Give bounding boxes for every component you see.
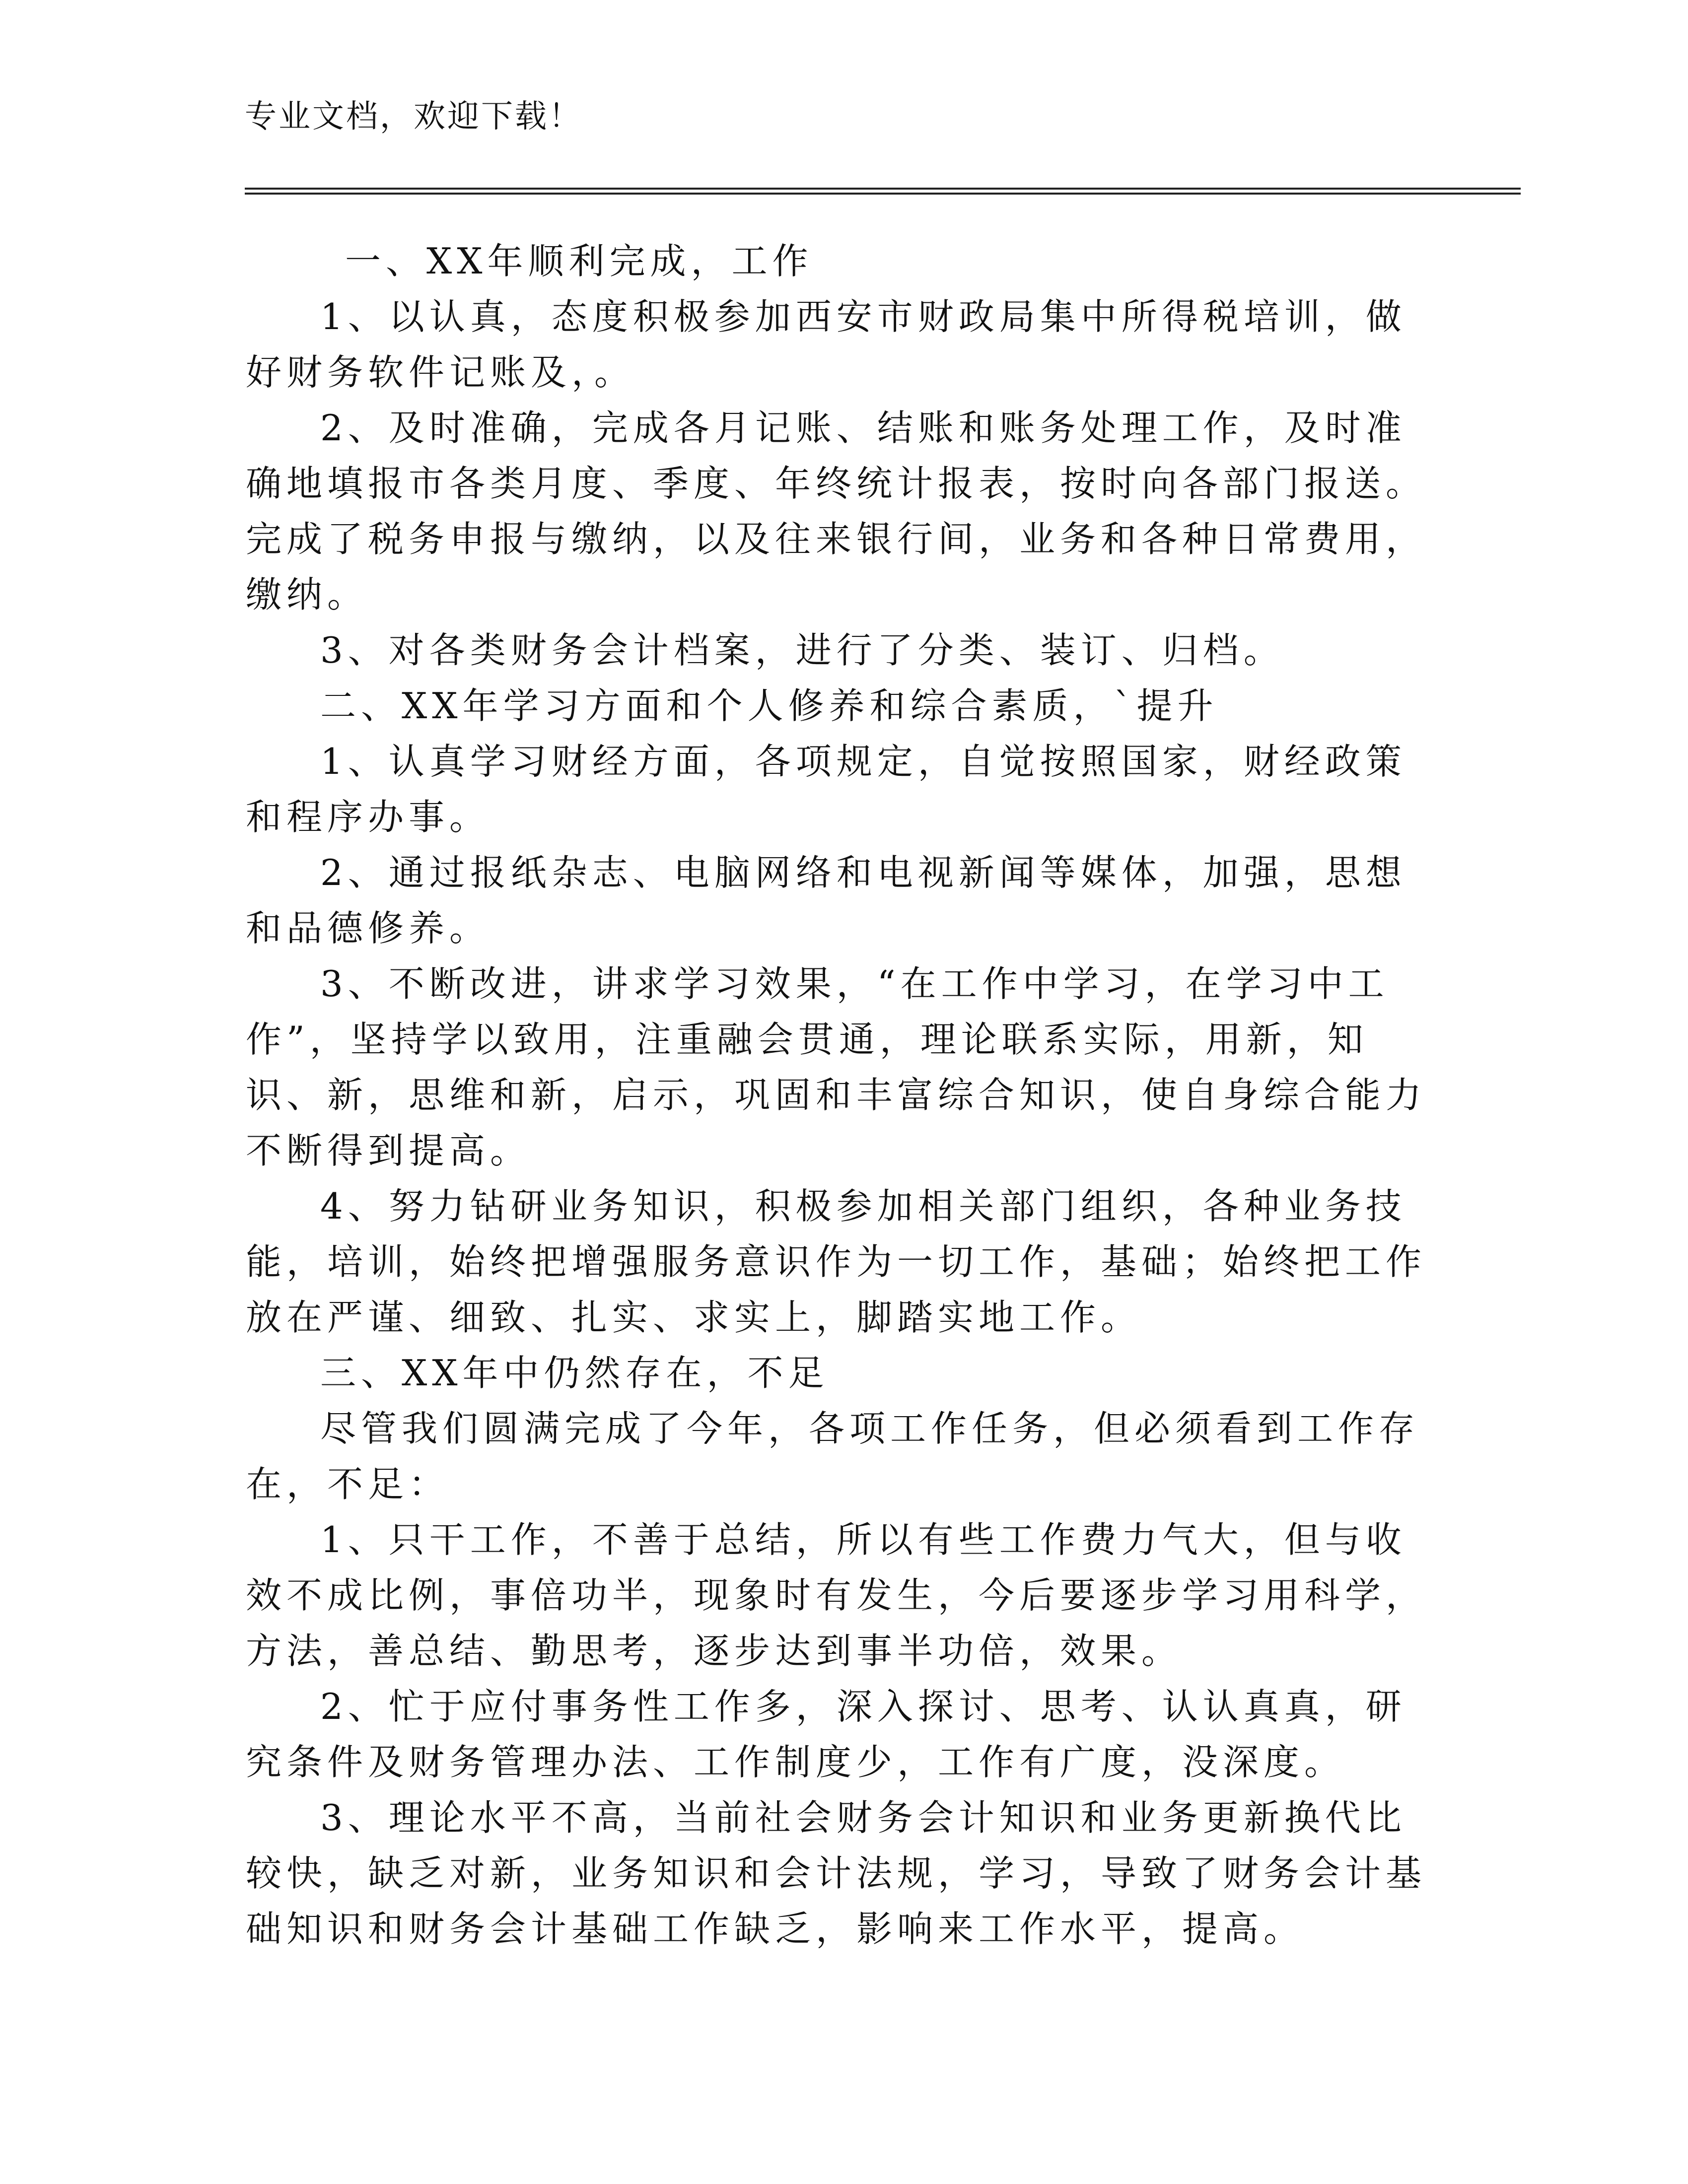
paragraph-3-intro: 尽管我们圆满完成了今年，各项工作任务，但必须看到工作存在，不足： — [246, 1408, 1420, 1505]
page-header: 专业文档，欢迎下载！ — [245, 98, 582, 135]
paragraph-3-1: 1、只干工作，不善于总结，所以有些工作费力气大，但与收效不成比例，事倍功半，现象时有发生，今后要逐步学习用科学，方法，善总结、勤思考，逐步达到事半功倍，效果。 — [246, 1519, 1427, 1672]
section-heading-2: 二、XX年学习方面和个人修养和综合素质，`提升 — [320, 685, 1218, 727]
paragraph-1-3: 3、对各类财务会计档案，进行了分类、装订、归档。 — [320, 629, 1284, 671]
divider-line-top — [245, 188, 1521, 190]
paragraph-1-1: 1、以认真，态度积极参加西安市财政局集中所得税培训，做好财务软件记账及，。 — [246, 296, 1407, 393]
paragraph-3-3: 3、理论水平不高，当前社会财务会计知识和业务更新换代比较快，缺乏对新，业务知识和会计法规，学习，导致了财务会计基础知识和财务会计基础工作缺乏，影响来工作水平，提高。 — [246, 1797, 1427, 1950]
document-body — [246, 233, 1442, 1957]
paragraph-2-3: 3、不断改进，讲求学习效果，“在工作中学习，在学习中工作”，坚持学以致用，注重融会贯通，理论联系实际，用新，知识、新，思维和新，启示，巩固和丰富综合知识，使自身综合能力不断得到提高。 — [246, 963, 1427, 1171]
paragraph-3-2: 2、忙于应付事务性工作多，深入探讨、思考、认认真真，研究条件及财务管理办法、工作制度少，工作有广度，没深度。 — [246, 1686, 1407, 1783]
section-heading-3: 三、XX年中仍然存在，不足 — [320, 1352, 829, 1394]
header-divider — [245, 188, 1521, 195]
paragraph-2-1: 1、认真学习财经方面，各项规定，自觉按照国家，财经政策和程序办事。 — [246, 741, 1407, 838]
paragraph-1-2: 2、及时准确，完成各月记账、结账和账务处理工作，及时准确地填报市各类月度、季度、年终统计报表，按时向各部门报送。完成了税务申报与缴纳，以及往来银行间，业务和各种日常费用，缴纳。 — [246, 407, 1427, 615]
paragraph-2-2: 2、通过报纸杂志、电脑网络和电视新闻等媒体，加强，思想和品德修养。 — [246, 852, 1407, 949]
paragraph-2-4: 4、努力钻研业务知识，积极参加相关部门组织，各种业务技能，培训，始终把增强服务意识作为一切工作，基础；始终把工作放在严谨、细致、扎实、求实上，脚踏实地工作。 — [246, 1185, 1427, 1338]
section-heading-1: 一、XX年顺利完成，工作 — [345, 240, 813, 282]
divider-line-bottom — [245, 193, 1521, 195]
